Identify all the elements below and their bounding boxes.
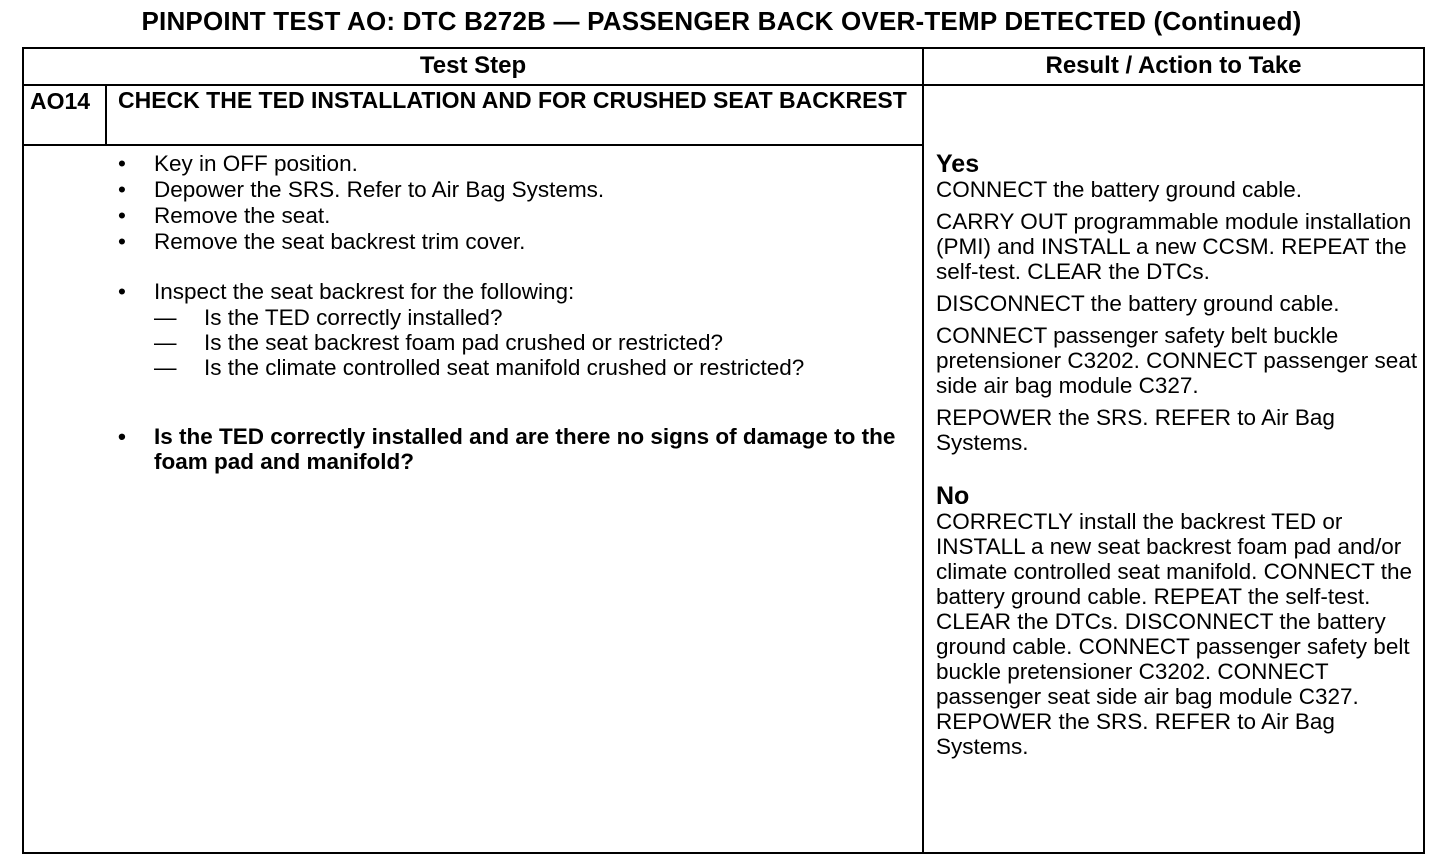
step-id: AO14 <box>30 88 91 114</box>
instruction-item: • Remove the seat backrest trim cover. <box>118 229 908 255</box>
yes-label: Yes <box>936 150 980 178</box>
instruction-item: • Depower the SRS. Refer to Air Bag Systems. <box>118 177 908 203</box>
inspect-item: — Is the seat backrest foam pad crushed or restricted? <box>118 330 908 355</box>
test-step-table <box>22 47 1425 854</box>
yes-action: REPOWER the SRS. REFER to Air Bag Systems. <box>936 405 1335 455</box>
yes-action: CARRY OUT programmable module installation (PMI) and INSTALL a new CCSM. REPEAT the self-test. CLEAR the DTCs. <box>936 209 1412 284</box>
header-divider <box>24 84 1423 86</box>
test-step-instructions <box>118 151 908 474</box>
yes-action: DISCONNECT the battery ground cable. <box>936 291 1340 316</box>
result-action-column <box>936 151 1420 759</box>
no-action: CORRECTLY install the backrest TED or INSTALL a new seat backrest foam pad and/or climate controlled seat manifold. CONNECT the battery ground cable. REPEAT the self-test. CLEAR the DTCs. DISCONNECT the battery ground cable. CONNECT passenger safety belt buckle pretensioner C3202. CONNECT passenger seat side air bag module C327. REPOWER the SRS. REFER to Air Bag Systems. <box>936 509 1413 759</box>
yes-action: CONNECT the battery ground cable. <box>936 177 1303 202</box>
inspect-item: — Is the TED correctly installed? <box>118 305 908 330</box>
header-test-step: Test Step <box>419 52 527 79</box>
step-title: CHECK THE TED INSTALLATION AND FOR CRUSHED SEAT BACKREST <box>118 87 907 113</box>
step-question: • Is the TED correctly installed and are there no signs of damage to the foam pad and manifold? <box>118 424 908 474</box>
instruction-item: • Key in OFF position. <box>118 151 908 177</box>
yes-action: CONNECT passenger safety belt buckle pretensioner C3202. CONNECT passenger seat side air bag module C327. <box>936 323 1418 398</box>
page-title: PINPOINT TEST AO: DTC B272B — PASSENGER BACK OVER-TEMP DETECTED (Continued) <box>141 6 1302 36</box>
inspect-item: — Is the climate controlled seat manifold crushed or restricted? <box>118 355 908 380</box>
step-title-divider <box>24 144 922 146</box>
inspect-instruction: • Inspect the seat backrest for the following: <box>118 279 908 305</box>
step-id-divider <box>105 86 107 144</box>
instruction-item: • Remove the seat. <box>118 203 908 229</box>
header-result-action: Result / Action to Take <box>1045 52 1302 79</box>
column-divider <box>922 49 924 852</box>
no-label: No <box>936 482 970 510</box>
